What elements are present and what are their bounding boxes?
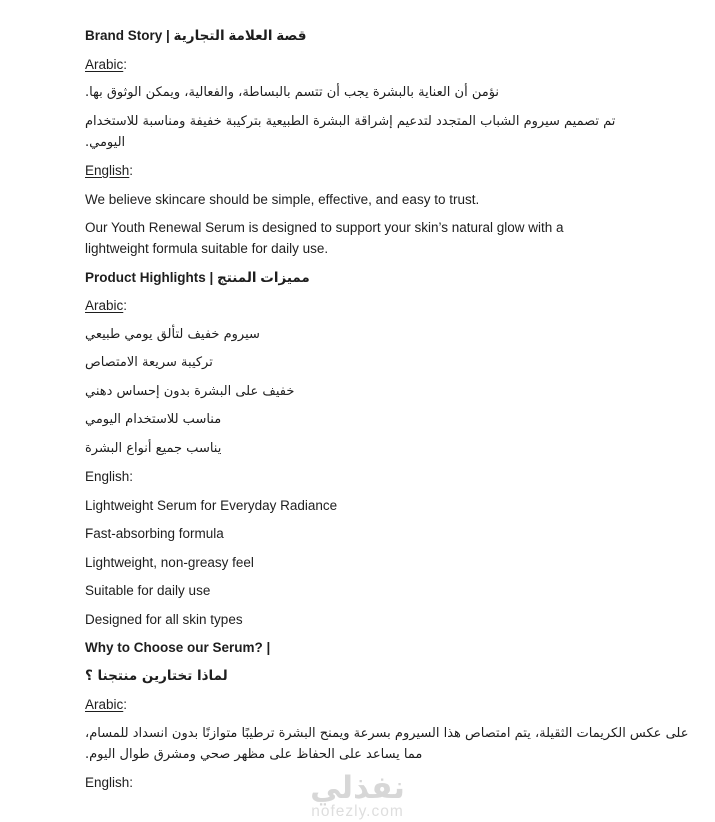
brand-story-english-paragraph-2: Our Youth Renewal Serum is designed to support your skin’s natural glow with a lightweight formula suitable for daily use. — [85, 220, 564, 256]
colon: : — [123, 697, 128, 712]
english-heading-text: English — [85, 163, 130, 178]
highlight-arabic-item: سيروم خفيف لتألق يومي طبيعي — [85, 326, 260, 342]
colon: : — [123, 298, 128, 313]
brand-story-title: Brand Story | قصة العلامة التجارية — [85, 28, 307, 43]
english-heading — [85, 160, 630, 181]
why-choose-arabic-paragraph: على عكس الكريمات الثقيلة، يتم امتصاص هذا السيروم بسرعة ويمنح البشرة ترطيبًا متوازنًا بدون انسداد للمسام، مما يساعد على الحفاظ على مظهر صحي ومشرق طوال اليوم. — [85, 725, 689, 762]
why-choose-title-english: Why to Choose our Serum? | — [85, 640, 271, 655]
arabic-heading-text: Arabic — [85, 697, 124, 712]
why-choose-title-arabic: لماذا تختارين منتجنا ؟ — [85, 667, 228, 684]
highlight-english-item: Lightweight, non-greasy feel — [85, 554, 254, 570]
colon: : — [129, 775, 134, 790]
highlight-english-item: Suitable for daily use — [85, 583, 211, 598]
arabic-heading-text: Arabic — [85, 56, 124, 72]
english-heading-plain — [85, 466, 630, 487]
brand-story-english-paragraph-1: We believe skincare should be simple, effective, and easy to trust. — [85, 191, 480, 207]
colon: : — [123, 56, 128, 72]
english-heading-text: English — [85, 469, 130, 484]
highlight-english-item: Fast-absorbing formula — [85, 526, 224, 541]
highlight-arabic-item: يناسب جميع أنواع البشرة — [85, 440, 222, 456]
english-heading-text: English — [85, 775, 130, 790]
arabic-heading — [85, 694, 630, 715]
nofezly-logo: نفذلي — [310, 770, 405, 806]
arabic-heading — [85, 295, 630, 316]
colon: : — [129, 469, 134, 484]
nofezly-url: nofezly.com — [311, 803, 404, 820]
english-heading-plain — [85, 772, 630, 793]
arabic-heading-text: Arabic — [85, 298, 124, 313]
highlight-arabic-item: تركيبة سريعة الامتصاص — [85, 355, 213, 370]
product-highlights-title: Product Highlights | مميزات المنتج — [85, 269, 310, 285]
highlight-arabic-item: مناسب للاستخدام اليومي — [85, 412, 222, 427]
colon: : — [129, 163, 134, 178]
brand-story-arabic-paragraph-1: نؤمن أن العناية بالبشرة يجب أن تتسم بالبساطة، والفعالية، ويمكن الوثوق بها. — [85, 85, 500, 100]
arabic-heading — [85, 54, 630, 75]
brand-story-arabic-paragraph-2: تم تصميم سيروم الشباب المتجدد لتدعيم إشراقة البشرة الطبيعية بتركيبة خفيفة ومناسبة للاستخدام اليومي. — [85, 113, 616, 150]
highlight-arabic-item: خفيف على البشرة بدون إحساس دهني — [85, 383, 295, 399]
highlight-english-item: Lightweight Serum for Everyday Radiance — [85, 497, 338, 513]
highlight-english-item: Designed for all skin types — [85, 611, 243, 627]
